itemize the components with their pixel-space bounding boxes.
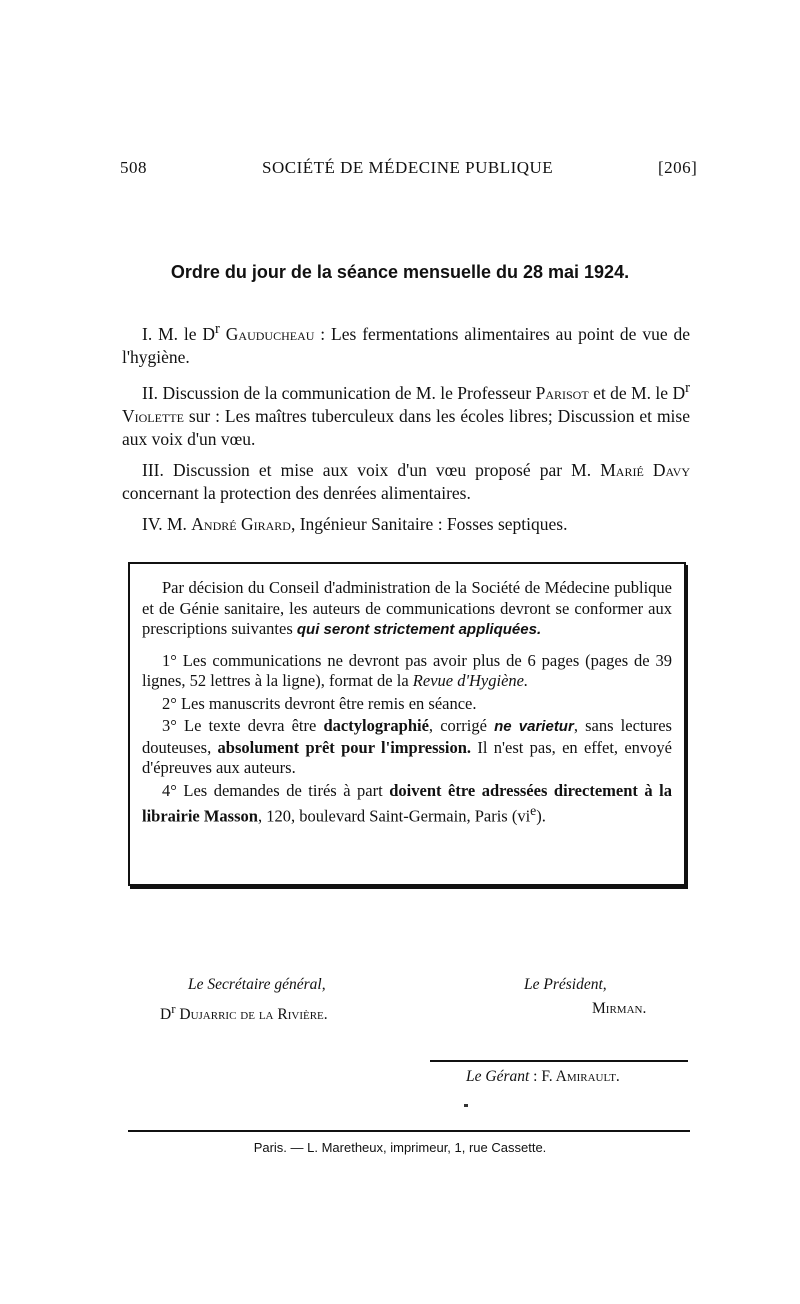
notice-rule-2 [142,694,672,715]
item-prefix: I. M. le D [142,323,216,344]
rule-text: ). [536,806,546,826]
notice-rule-1 [142,651,672,692]
person-name: André Girard [191,513,291,534]
title-prefix: D [160,1006,172,1024]
notice-box [128,562,686,886]
rule-text: 3° Le texte devra être [162,716,324,735]
item-text: , Ingénieur Sanitaire : Fosses septiques. [290,513,568,534]
gerant-name: : F. Amirault. [529,1068,620,1085]
agenda-title: Ordre du jour de la séance mensuelle du 28 mai 1924. [170,262,630,282]
item-prefix: IV. M. [142,513,192,534]
gerant-role: Le Gérant [466,1068,530,1085]
notice-emphasis: qui seront strictement appliquées. [296,621,542,638]
item-prefix: III. Discussion et mise aux voix d'un vœu proposé par M. [142,459,601,480]
gerant-divider [430,1060,688,1062]
person-name: Marié Davy [600,459,690,480]
superscript: e [530,803,537,818]
person-name: Dujarric de la Rivière. [175,1006,328,1024]
superscript: r [171,1001,176,1016]
rule-emphasis: dactylographié [323,716,429,735]
journal-title: Revue d'Hygiène. [412,671,529,690]
rule-text: , 120, boulevard Saint-Germain, Paris (vi [257,806,531,826]
superscript: r [215,321,220,337]
footer-divider [128,1130,690,1132]
agenda-item-4 [122,513,690,536]
rule-text: Il n'est pas, en effet, envoyé d'épreuves aux auteurs. [142,737,672,777]
person-name: Violette [122,405,184,426]
item-text: concernant la protection des denrées alimentaires. [122,482,471,503]
item-text: : Les fermentations alimentaires au point de vue de l'hygiène. [122,323,690,367]
rule-text: , sans lectures douteuses, [142,716,672,757]
bracket-number: [206] [658,158,698,177]
page-number: 508 [120,158,147,177]
superscript: r [685,379,690,396]
signature-president [524,973,646,1021]
rule-emphasis: ne varietur [494,718,574,735]
gerant-line [466,1068,620,1086]
agenda-item-3 [122,459,690,505]
running-title: SOCIÉTÉ DE MÉDECINE PUBLIQUE [262,158,554,177]
president-name: Mirman. [592,1000,647,1017]
rule-text: 4° Les demandes de tirés à part [162,780,390,800]
notice-rule-3 [142,716,672,779]
rule-emphasis: doivent être adressées directement à la librairie Masson [142,780,673,826]
signature-secretary [160,973,328,1027]
secretary-name [160,997,328,1027]
secretary-role: Le Secrétaire général, [188,976,326,993]
agenda-list [122,318,690,544]
notice-text: Par décision du Conseil d'administration de la Société de Médecine publique et de Génie sanitaire, les auteurs de communications devront se conformer aux prescriptions suivantes [142,578,672,638]
agenda-item-1 [122,318,690,369]
person-name: Gauducheau [219,323,315,344]
rule-text: , corrigé [428,716,495,735]
item-prefix: II. Discussion de la communication de M. le Professeur [142,382,536,403]
person-name: Parisot [535,382,589,403]
notice-intro [142,578,672,641]
item-text: sur : Les maîtres tuberculeux dans les écoles libres; Discussion et mise aux voix d'un vœu. [122,405,690,449]
rule-text: 2° Les manuscrits devront être remis en séance. [162,693,477,713]
rule-text: 1° Les communications ne devront pas avoir plus de 6 pages (pages de 39 lignes, 52 lettres à la ligne), format de la [142,650,672,690]
president-role: Le Président, [524,976,607,993]
agenda-item-2 [122,377,690,451]
printer-imprint: Paris. — L. Maretheux, imprimeur, 1, rue Cassette. [253,1140,547,1155]
rule-emphasis: absolument prêt pour l'impression. [217,737,472,757]
item-text: et de M. le D [588,382,686,403]
ink-speck [464,1104,468,1107]
notice-rule-4 [142,781,672,828]
